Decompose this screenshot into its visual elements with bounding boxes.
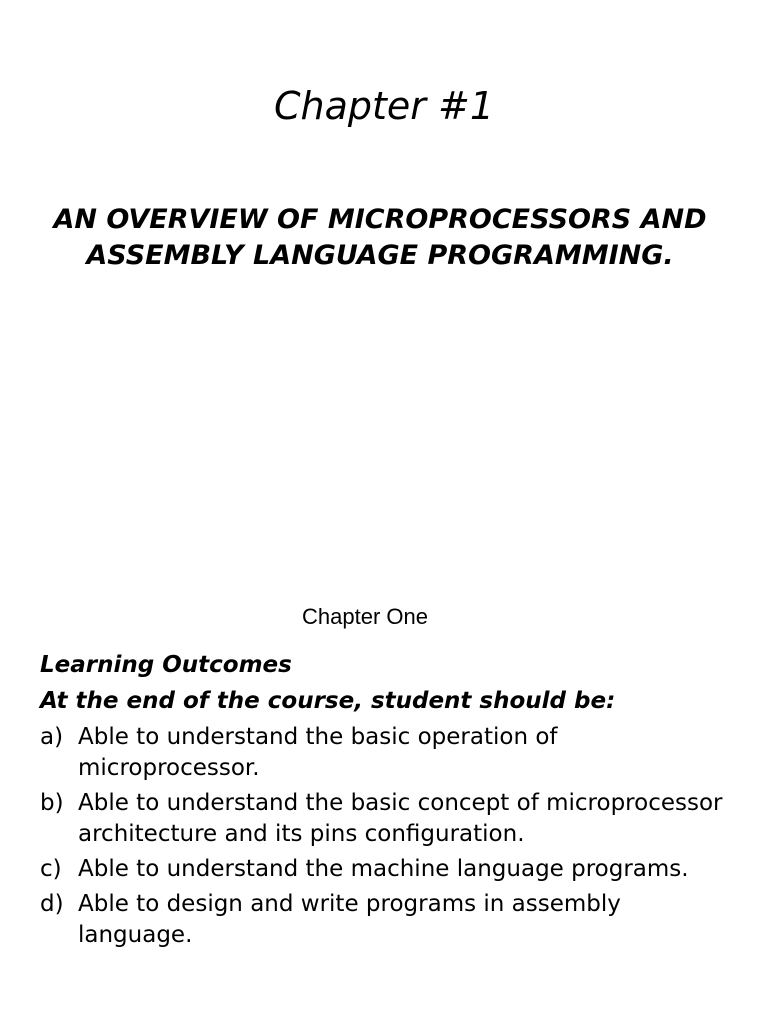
list-item — [40, 722, 740, 784]
outcome-list — [40, 722, 740, 951]
list-marker: c) — [40, 856, 62, 882]
chapter-subtitle: AN OVERVIEW OF MICROPROCESSORS AND ASSEMBLY LANGUAGE PROGRAMMING. — [53, 204, 707, 271]
list-marker: b) — [40, 790, 64, 816]
chapter-title: Chapter #1 — [273, 84, 495, 128]
list-marker: d) — [40, 891, 64, 917]
list-marker: a) — [40, 724, 64, 750]
list-item-text: Able to understand the basic concept of microprocessor architecture and its pins configuration. — [78, 790, 723, 847]
list-item-text: Able to understand the basic operation of microprocessor. — [78, 724, 558, 781]
course-end-heading: At the end of the course, student should be: — [40, 688, 616, 714]
list-item-text: Able to understand the machine language programs. — [78, 856, 689, 882]
learning-outcomes-heading: Learning Outcomes — [40, 652, 292, 678]
slide-title: Chapter One — [302, 604, 428, 629]
list-item — [40, 854, 740, 885]
list-item-text: Able to design and write programs in assembly language. — [78, 891, 621, 948]
list-item — [40, 889, 740, 951]
list-item — [40, 788, 740, 850]
learning-outcomes-section — [40, 650, 740, 955]
